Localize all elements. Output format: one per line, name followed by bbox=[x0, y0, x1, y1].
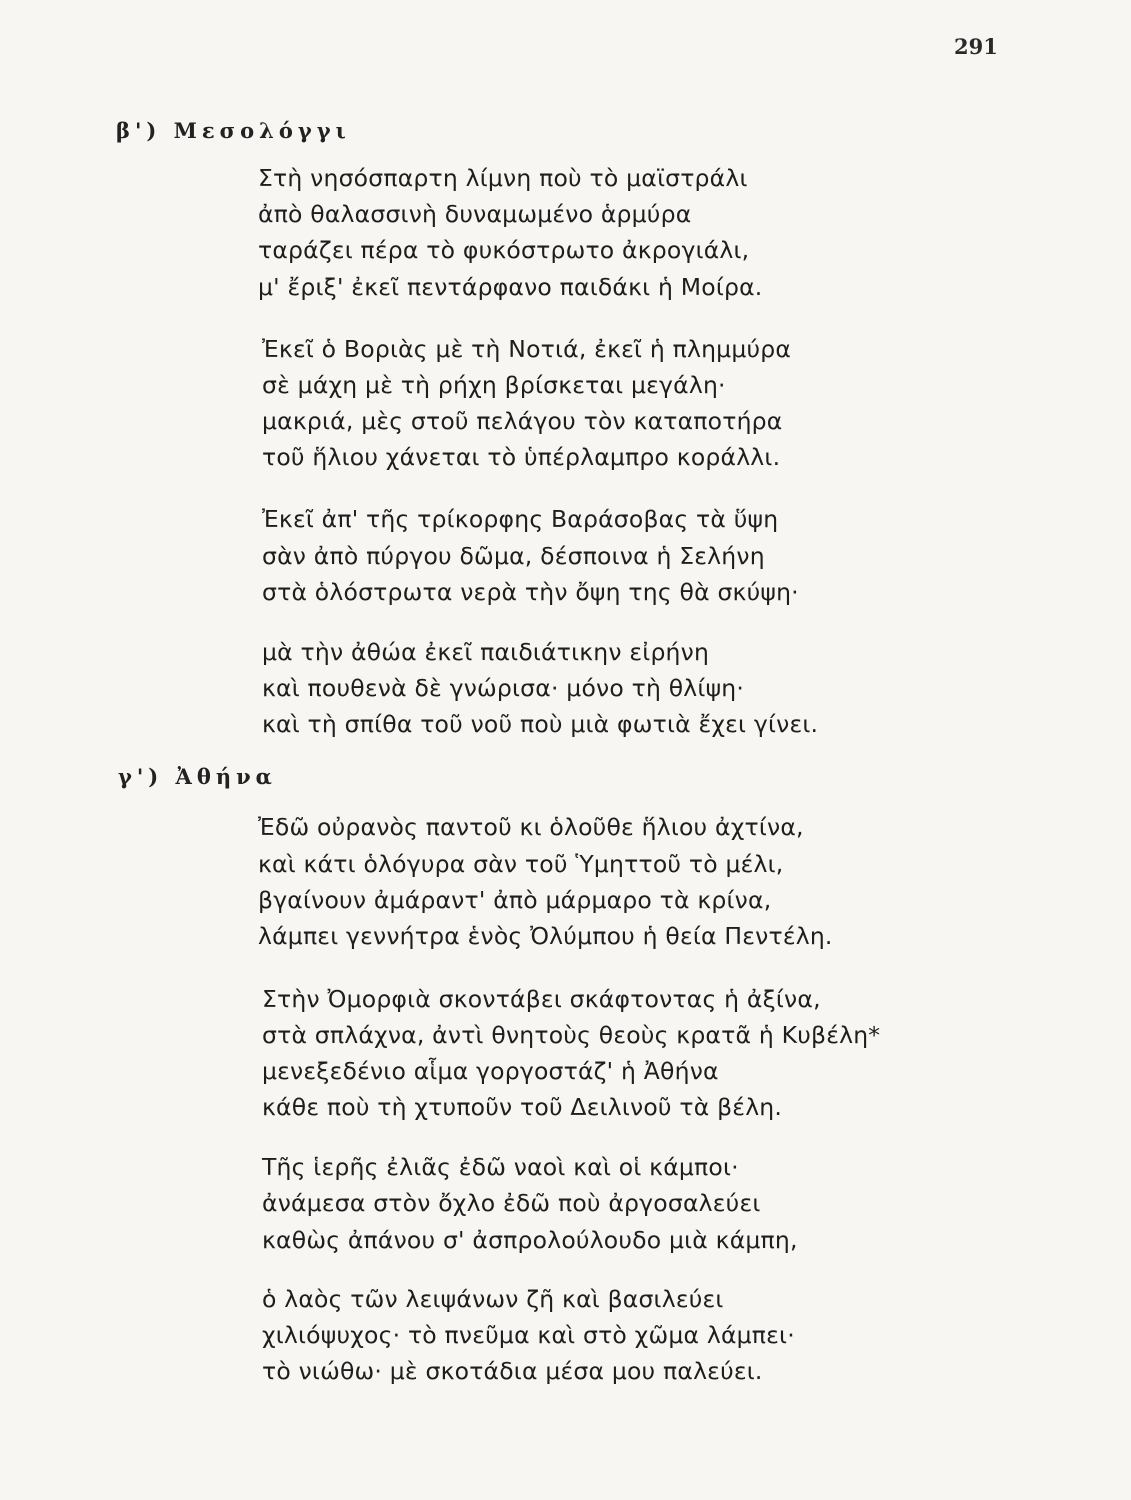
verse-line: Ἐκεῖ ὁ Βοριὰς μὲ τὴ Νοτιά, ἐκεῖ ἡ πλημμύρα bbox=[262, 335, 792, 363]
verse-line: τὸ νιώθω· μὲ σκοτάδια μέσα μου παλεύει. bbox=[262, 1357, 763, 1385]
verse-line: καθὼς ἀπάνου σ' ἀσπρολούλουδο μιὰ κάμπη, bbox=[262, 1226, 798, 1254]
verse-line: ἀπὸ θαλασσινὴ δυναμωμένο ἁρμύρα bbox=[258, 200, 692, 228]
section-title-mesolongi: β') Μεσολόγγι bbox=[116, 118, 351, 143]
verse-line: στὰ ὁλόστρωτα νερὰ τὴν ὄψη της θὰ σκύψη· bbox=[262, 578, 799, 606]
verse-line: Τῆς ἱερῆς ἐλιᾶς ἐδῶ ναοὶ καὶ οἱ κάμποι· bbox=[262, 1153, 739, 1181]
verse-line: καὶ κάτι ὁλόγυρα σὰν τοῦ Ὑμηττοῦ τὸ μέλι, bbox=[258, 850, 784, 878]
verse-line: μὰ τὴν ἀθώα ἐκεῖ παιδιάτικην εἰρήνη bbox=[262, 638, 710, 666]
verse-line: Στὴ νησόσπαρτη λίμνη ποὺ τὸ μαϊστράλι bbox=[258, 164, 748, 192]
verse-line: σὲ μάχη μὲ τὴ ρήχη βρίσκεται μεγάλη· bbox=[262, 371, 726, 399]
verse-line: Στὴν Ὀμορφιὰ σκοντάβει σκάφτοντας ἡ ἀξίνα, bbox=[262, 985, 821, 1013]
verse-line: ὁ λαὸς τῶν λειψάνων ζῆ καὶ βασιλεύει bbox=[262, 1285, 724, 1313]
verse-line: Ἐδῶ οὐρανὸς παντοῦ κι ὁλοῦθε ἥλιου ἀχτίνα, bbox=[258, 813, 804, 841]
verse-line: χιλιόψυχος· τὸ πνεῦμα καὶ στὸ χῶμα λάμπει· bbox=[262, 1321, 795, 1349]
verse-line: μακριά, μὲς στοῦ πελάγου τὸν καταποτήρα bbox=[262, 407, 783, 435]
section-title-athina: γ') Ἀθήνα bbox=[118, 764, 277, 789]
verse-line: καὶ τὴ σπίθα τοῦ νοῦ ποὺ μιὰ φωτιὰ ἔχει γίνει. bbox=[262, 710, 819, 738]
verse-line: ταράζει πέρα τὸ φυκόστρωτο ἀκρογιάλι, bbox=[258, 236, 750, 264]
verse-line: Ἐκεῖ ἀπ' τῆς τρίκορφης Βαράσοβας τὰ ὕψη bbox=[262, 505, 779, 533]
verse-line: τοῦ ἥλιου χάνεται τὸ ὑπέρλαμπρο κοράλλι. bbox=[262, 443, 781, 471]
verse-line: σὰν ἀπὸ πύργου δῶμα, δέσποινα ἡ Σελήνη bbox=[262, 542, 765, 570]
verse-line: στὰ σπλάχνα, ἀντὶ θνητοὺς θεοὺς κρατᾶ ἡ Κυβέλη* bbox=[262, 1021, 881, 1049]
verse-line: μ' ἔριξ' ἐκεῖ πεντάρφανο παιδάκι ἡ Μοίρα. bbox=[258, 273, 763, 301]
verse-line: καὶ πουθενὰ δὲ γνώρισα· μόνο τὴ θλίψη· bbox=[262, 674, 745, 702]
verse-line: βγαίνουν ἀμάραντ' ἀπὸ μάρμαρο τὰ κρίνα, bbox=[258, 886, 772, 914]
verse-line: κάθε ποὺ τὴ χτυποῦν τοῦ Δειλινοῦ τὰ βέλη. bbox=[262, 1093, 783, 1121]
verse-line: λάμπει γεννήτρα ἑνὸς Ὀλύμπου ἡ θεία Πεντέλη. bbox=[258, 922, 833, 950]
verse-line: ἀνάμεσα στὸν ὄχλο ἐδῶ ποὺ ἀργοσαλεύει bbox=[262, 1189, 761, 1217]
page-number: 291 bbox=[954, 34, 998, 59]
verse-line: μενεξεδένιο αἷμα γοργοστάζ' ἡ Ἀθήνα bbox=[262, 1057, 719, 1085]
